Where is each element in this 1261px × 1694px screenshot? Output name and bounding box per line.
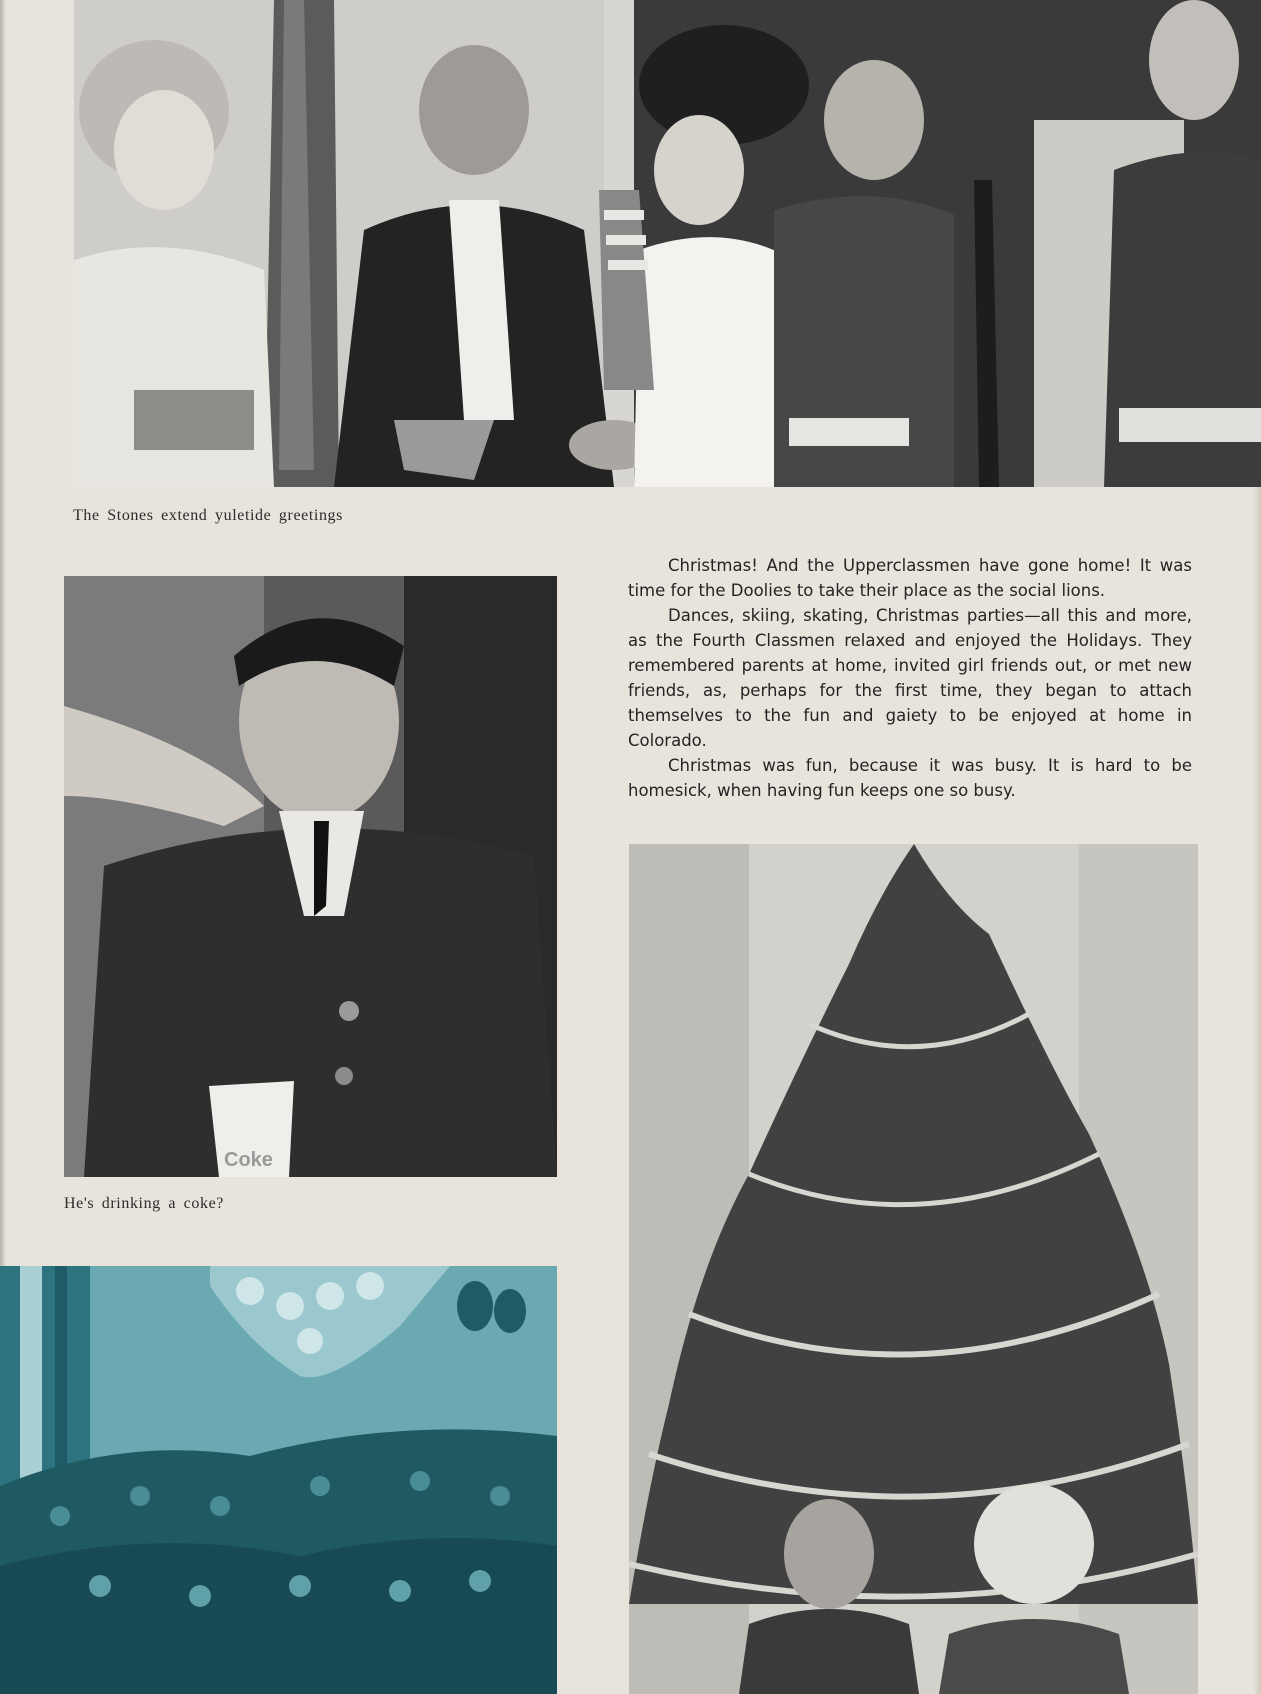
stones-greeting-photo <box>74 0 1261 487</box>
stones-photo-caption: The Stones extend yuletide greetings <box>73 507 343 524</box>
stones-greeting-image <box>74 0 1261 487</box>
christmas-tree-image <box>629 844 1198 1694</box>
cadet-coke-image <box>64 576 557 1177</box>
cadet-photo-caption: He's drinking a coke? <box>64 1195 224 1212</box>
article-paragraph-3: Christmas was fun, because it was busy. It is hard to be homesick, when having fun keeps one so busy. <box>628 756 1192 800</box>
dance-floor-photo <box>0 1266 557 1694</box>
article-body <box>628 553 1192 803</box>
dance-floor-image <box>0 1266 557 1694</box>
cadet-coke-photo <box>64 576 557 1177</box>
article-paragraph-2: Dances, skiing, skating, Christmas parties—all this and more, as the Fourth Classmen relaxed and enjoyed the Holidays. They remembered parents at home, invited girl friends out, or met new friends, as, perhaps for the first time, they began to attach themselves to the fun and gaiety to be enjoyed at home in Colorado. <box>628 606 1192 750</box>
cup-label: Coke <box>224 1149 273 1171</box>
christmas-tree-photo <box>629 844 1198 1694</box>
article-paragraph-1: Christmas! And the Upperclassmen have gone home! It was time for the Doolies to take their place as the social lions. <box>628 556 1192 600</box>
